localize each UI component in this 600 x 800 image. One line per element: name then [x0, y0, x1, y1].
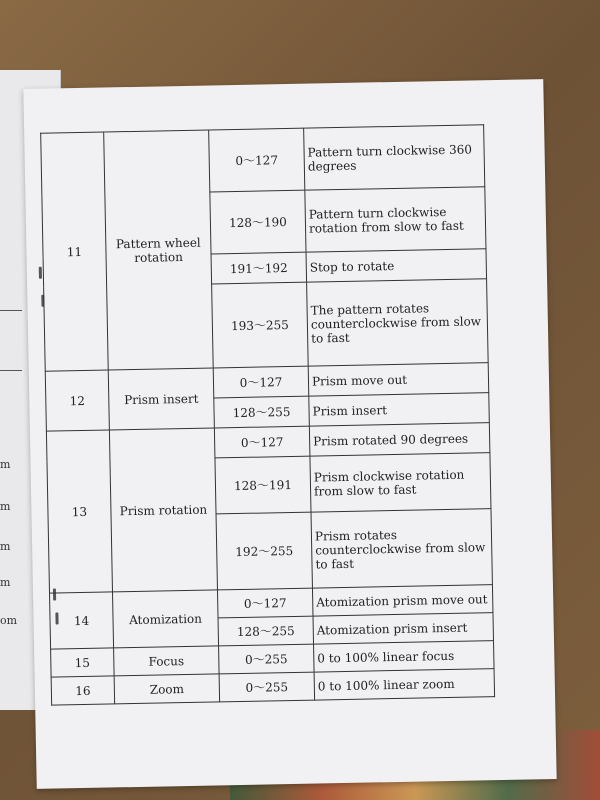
- value-range: 0～127: [214, 426, 310, 458]
- table-row: [41, 125, 485, 195]
- value-description: Pattern turn clockwise 360 degrees: [304, 125, 485, 190]
- left-page-fragment: m: [0, 540, 11, 553]
- binding-clip: [39, 267, 42, 279]
- value-description: Prism rotated 90 degrees: [309, 423, 490, 456]
- left-page-fragment: om: [0, 614, 18, 627]
- value-range: 0～255: [219, 644, 315, 674]
- value-description: Atomization prism insert: [313, 613, 494, 644]
- channel-number: 16: [51, 676, 115, 705]
- value-range: 192～255: [216, 512, 312, 590]
- value-description: Pattern turn clockwise rotation from slow to fast: [305, 187, 486, 252]
- channel-number: 14: [50, 592, 114, 649]
- value-range: 0～255: [219, 672, 315, 702]
- value-range: 128～255: [218, 616, 314, 646]
- value-description: The pattern rotates counterclockwise from slow to fast: [307, 279, 489, 366]
- function-name: Prism rotation: [109, 428, 217, 592]
- left-page-fragment: m: [0, 458, 11, 471]
- left-page-rule: [0, 370, 22, 371]
- value-description: Atomization prism move out: [312, 585, 493, 616]
- channel-number: 13: [46, 430, 112, 593]
- value-range: 193～255: [212, 282, 309, 368]
- function-name: Focus: [114, 646, 220, 676]
- value-description: 0 to 100% linear focus: [314, 641, 495, 672]
- left-page-fragment: m: [0, 576, 11, 589]
- left-page-fragment: m: [0, 500, 11, 513]
- value-description: Prism clockwise rotation from slow to fast: [310, 453, 491, 512]
- value-range: 0～127: [209, 128, 305, 192]
- value-description: Stop to rotate: [306, 249, 487, 282]
- value-description: Prism insert: [309, 393, 490, 426]
- value-range: 128～190: [210, 190, 306, 254]
- function-name: Pattern wheel rotation: [104, 130, 214, 370]
- channel-number: 15: [51, 648, 115, 677]
- value-range: 128～255: [214, 396, 310, 428]
- value-range: 128～191: [215, 456, 311, 514]
- left-page-rule: [0, 310, 22, 311]
- channel-number: 12: [45, 370, 109, 431]
- manual-page: [23, 79, 556, 789]
- function-name: Atomization: [112, 590, 218, 648]
- value-description: Prism move out: [308, 363, 489, 396]
- function-name: Zoom: [114, 674, 220, 704]
- value-range: 0～127: [217, 588, 313, 618]
- function-name: Prism insert: [108, 368, 214, 430]
- value-range: 0～127: [213, 366, 309, 398]
- value-range: 191～192: [211, 252, 307, 284]
- value-description: Prism rotates counterclockwise from slow to fast: [311, 509, 492, 588]
- dmx-channel-table: [40, 124, 495, 705]
- channel-number: 11: [41, 132, 109, 371]
- value-description: 0 to 100% linear zoom: [314, 669, 495, 700]
